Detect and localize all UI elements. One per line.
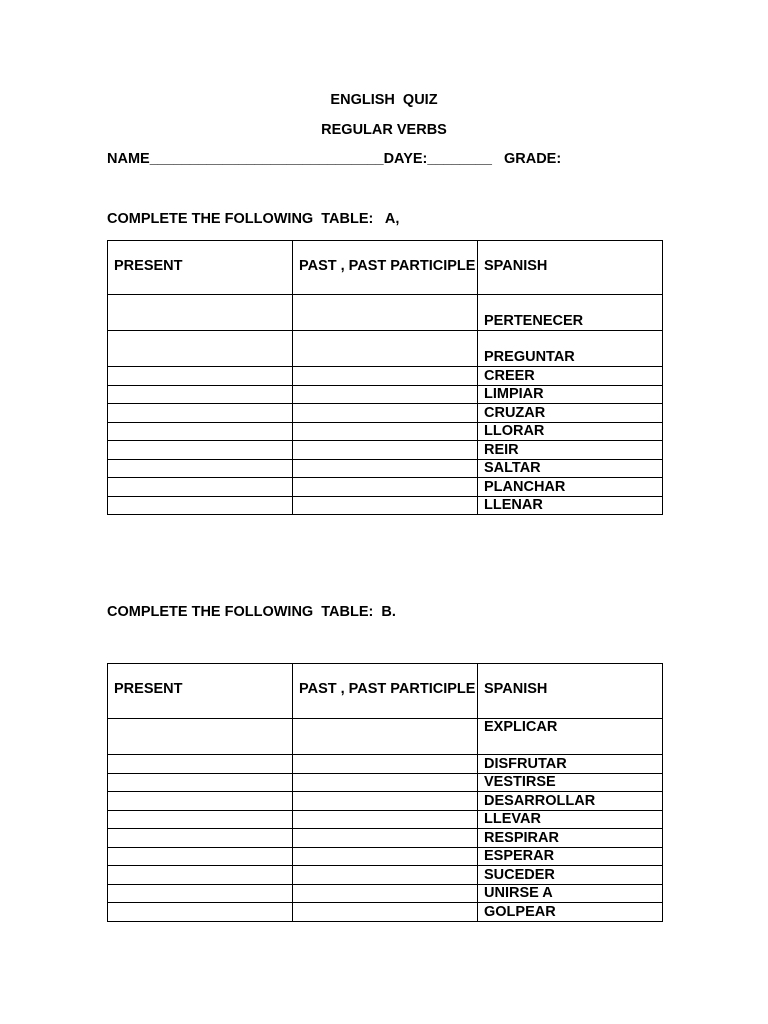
date-label: DAYE: — [383, 151, 428, 167]
name-blank: _____________________________ — [149, 151, 384, 167]
present-cell[interactable] — [108, 885, 293, 903]
present-cell[interactable] — [108, 811, 293, 829]
table-row — [108, 404, 663, 423]
past-cell[interactable] — [293, 866, 478, 885]
table-row — [108, 423, 663, 441]
table-row — [108, 866, 663, 885]
table-row — [108, 792, 663, 811]
student-info-line — [107, 151, 561, 168]
spanish-cell: UNIRSE A — [478, 885, 663, 903]
past-cell[interactable] — [293, 367, 478, 386]
table-row — [108, 885, 663, 903]
spanish-cell: CREER — [478, 367, 663, 386]
present-cell[interactable] — [108, 331, 293, 367]
spanish-cell: CRUZAR — [478, 404, 663, 423]
spanish-cell: SALTAR — [478, 460, 663, 478]
table-b-body — [108, 664, 663, 922]
table-row — [108, 903, 663, 922]
column-header-past: PAST , PAST PARTICIPLE — [293, 664, 478, 719]
present-cell[interactable] — [108, 866, 293, 885]
table-row — [108, 460, 663, 478]
past-cell[interactable] — [293, 404, 478, 423]
quiz-title: ENGLISH QUIZ — [330, 92, 438, 108]
table-row — [108, 441, 663, 460]
present-cell[interactable] — [108, 497, 293, 515]
present-cell[interactable] — [108, 367, 293, 386]
past-cell[interactable] — [293, 460, 478, 478]
past-cell[interactable] — [293, 903, 478, 922]
spanish-cell: PLANCHAR — [478, 478, 663, 497]
spanish-cell: SUCEDER — [478, 866, 663, 885]
present-cell[interactable] — [108, 386, 293, 404]
column-header-present: PRESENT — [108, 664, 293, 719]
present-cell[interactable] — [108, 903, 293, 922]
grade-label: GRADE: — [503, 151, 562, 167]
table-row — [108, 367, 663, 386]
table-a — [107, 240, 663, 515]
past-cell[interactable] — [293, 478, 478, 497]
spanish-cell: LLENAR — [478, 497, 663, 515]
spanish-cell: ESPERAR — [478, 848, 663, 866]
present-cell[interactable] — [108, 774, 293, 792]
past-cell[interactable] — [293, 848, 478, 866]
spanish-cell: RESPIRAR — [478, 829, 663, 848]
table-a-header-row — [108, 241, 663, 295]
table-row — [108, 755, 663, 774]
spanish-cell: GOLPEAR — [478, 903, 663, 922]
quiz-subtitle: REGULAR VERBS — [321, 122, 447, 138]
table-row — [108, 497, 663, 515]
table-row — [108, 295, 663, 331]
past-cell[interactable] — [293, 441, 478, 460]
spanish-cell: PERTENECER — [478, 295, 663, 331]
spanish-cell: LLEVAR — [478, 811, 663, 829]
table-a-body — [108, 241, 663, 515]
table-row — [108, 331, 663, 367]
spanish-cell: LLORAR — [478, 423, 663, 441]
spanish-cell: LIMPIAR — [478, 386, 663, 404]
table-row — [108, 386, 663, 404]
name-label: NAME — [107, 151, 150, 167]
past-cell[interactable] — [293, 295, 478, 331]
present-cell[interactable] — [108, 792, 293, 811]
past-cell[interactable] — [293, 497, 478, 515]
past-cell[interactable] — [293, 755, 478, 774]
table-row — [108, 478, 663, 497]
past-cell[interactable] — [293, 811, 478, 829]
spanish-cell: DISFRUTAR — [478, 755, 663, 774]
present-cell[interactable] — [108, 404, 293, 423]
past-cell[interactable] — [293, 719, 478, 755]
past-cell[interactable] — [293, 386, 478, 404]
past-cell[interactable] — [293, 774, 478, 792]
past-cell[interactable] — [293, 331, 478, 367]
table-b — [107, 663, 663, 922]
present-cell[interactable] — [108, 295, 293, 331]
table-row — [108, 848, 663, 866]
column-header-present: PRESENT — [108, 241, 293, 295]
section-a-instruction: COMPLETE THE FOLLOWING TABLE: A, — [107, 211, 400, 227]
spanish-cell: PREGUNTAR — [478, 331, 663, 367]
spanish-cell: DESARROLLAR — [478, 792, 663, 811]
present-cell[interactable] — [108, 719, 293, 755]
spanish-cell: REIR — [478, 441, 663, 460]
table-row — [108, 719, 663, 755]
present-cell[interactable] — [108, 848, 293, 866]
present-cell[interactable] — [108, 460, 293, 478]
date-blank: ________ — [427, 151, 492, 167]
section-b-instruction: COMPLETE THE FOLLOWING TABLE: B. — [107, 604, 396, 620]
table-row — [108, 774, 663, 792]
column-header-past: PAST , PAST PARTICIPLE — [293, 241, 478, 295]
column-header-spanish: SPANISH — [478, 664, 663, 719]
present-cell[interactable] — [108, 829, 293, 848]
past-cell[interactable] — [293, 792, 478, 811]
column-header-spanish: SPANISH — [478, 241, 663, 295]
table-row — [108, 829, 663, 848]
spanish-cell: EXPLICAR — [478, 719, 663, 755]
present-cell[interactable] — [108, 478, 293, 497]
spanish-cell: VESTIRSE — [478, 774, 663, 792]
table-b-header-row — [108, 664, 663, 719]
table-row — [108, 811, 663, 829]
past-cell[interactable] — [293, 423, 478, 441]
past-cell[interactable] — [293, 829, 478, 848]
present-cell[interactable] — [108, 441, 293, 460]
present-cell[interactable] — [108, 755, 293, 774]
past-cell[interactable] — [293, 885, 478, 903]
present-cell[interactable] — [108, 423, 293, 441]
